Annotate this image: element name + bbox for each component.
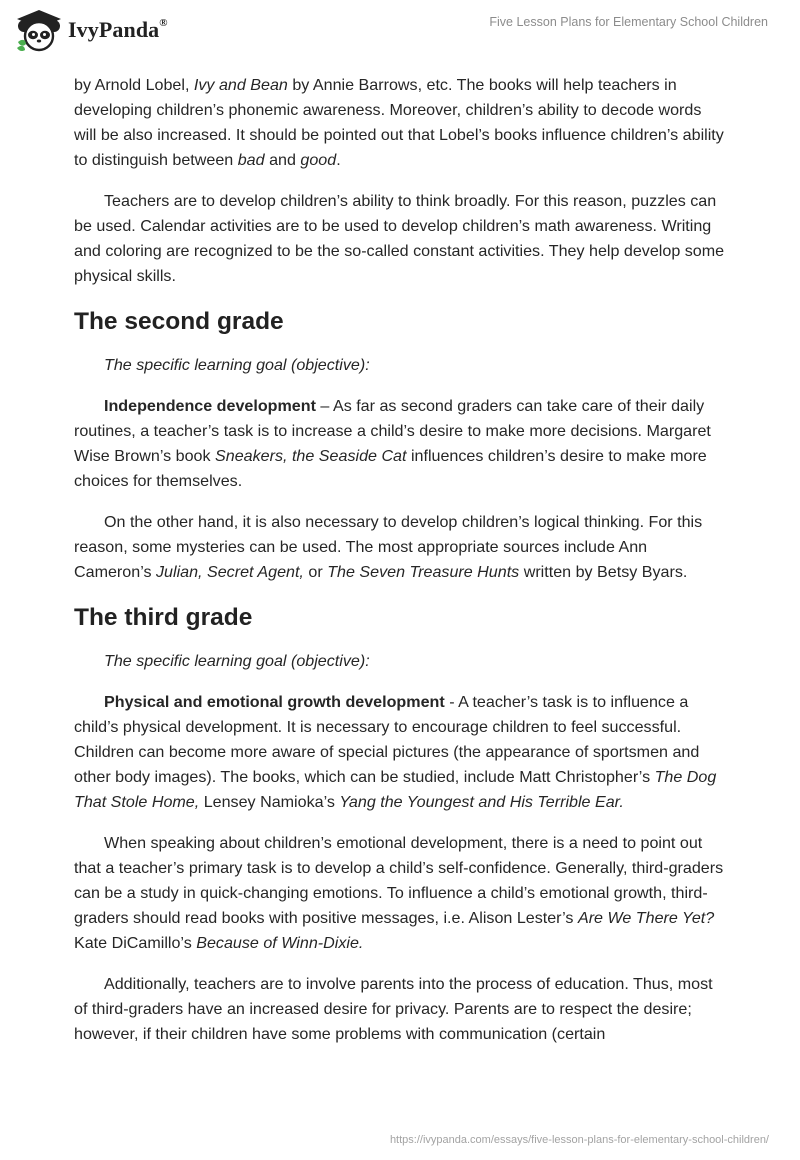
heading-third-grade: The third grade	[74, 604, 253, 631]
paragraph-think-broadly: Teachers are to develop children’s ability to think broadly. For this reason, puzzles can be used. Calendar activities are to be used to develop children’s math awareness. Writing and coloring are recognized to be the so-called constant activities. They help develop some physical skills.	[74, 192, 725, 285]
paragraph-parents: Additionally, teachers are to involve parents into the process of education. Thus, most of third-graders have an increased desire for privacy. Parents are to respect the desire; however, if their children have some problems with communication (certain	[74, 975, 713, 1043]
paragraph-emotional-development: When speaking about children’s emotional development, there is a need to point out that a teacher’s primary task is to develop a child’s self-confidence. Generally, third-graders can be a study in quick-changing emotions. To influence a child’s emotional growth, third-graders should read books with positive messages, i.e. Alison Lester’s Are We There Yet? Kate DiCamillo’s Because of Winn-Dixie.	[74, 834, 724, 952]
heading-second-grade: The second grade	[74, 308, 284, 335]
paragraph-physical-emotional: Physical and emotional growth development - A teacher’s task is to influence a child’s physical development. It is necessary to encourage children to feel successful. Children can become more aware of special pictures (the appearance of sportsmen and other body images). The books, which can be studied, include Matt Christopher’s The Dog That Stole Home, Lensey Namioka’s Yang the Youngest and His Terrible Ear.	[74, 693, 717, 811]
panda-graduation-cap-icon	[14, 8, 64, 52]
document-title: Five Lesson Plans for Elementary School Children	[489, 15, 768, 29]
paragraph-lobel-books: by Arnold Lobel, Ivy and Bean by Annie Barrows, etc. The books will help teachers in developing children’s phonemic awareness. Moreover, children’s ability to decode words will be also increased. It should be pointed out that Lobel’s books influence children’s ability to distinguish between bad and good.	[74, 76, 724, 169]
objective-label-third: The specific learning goal (objective):	[104, 652, 370, 670]
paragraph-logical-thinking: On the other hand, it is also necessary to develop children’s logical thinking. For this reason, some mysteries can be used. The most appropriate sources include Ann Cameron’s Julian, Secret Agent, or The Seven Treasure Hunts written by Betsy Byars.	[74, 513, 703, 581]
source-url[interactable]: https://ivypanda.com/essays/five-lesson-plans-for-elementary-school-children/	[389, 1134, 769, 1146]
page-header	[0, 0, 800, 64]
ivypanda-logo[interactable]	[14, 8, 168, 52]
essay-body	[74, 73, 726, 1063]
brand-name: IvyPanda®	[68, 16, 168, 42]
objective-label-second: The specific learning goal (objective):	[104, 356, 370, 374]
paragraph-independence: Independence development – As far as second graders can take care of their daily routines, a teacher’s task is to increase a child’s desire to make more decisions. Margaret Wise Brown’s book Sneakers, the Seaside Cat influences children’s desire to make more choices for themselves.	[74, 397, 711, 490]
